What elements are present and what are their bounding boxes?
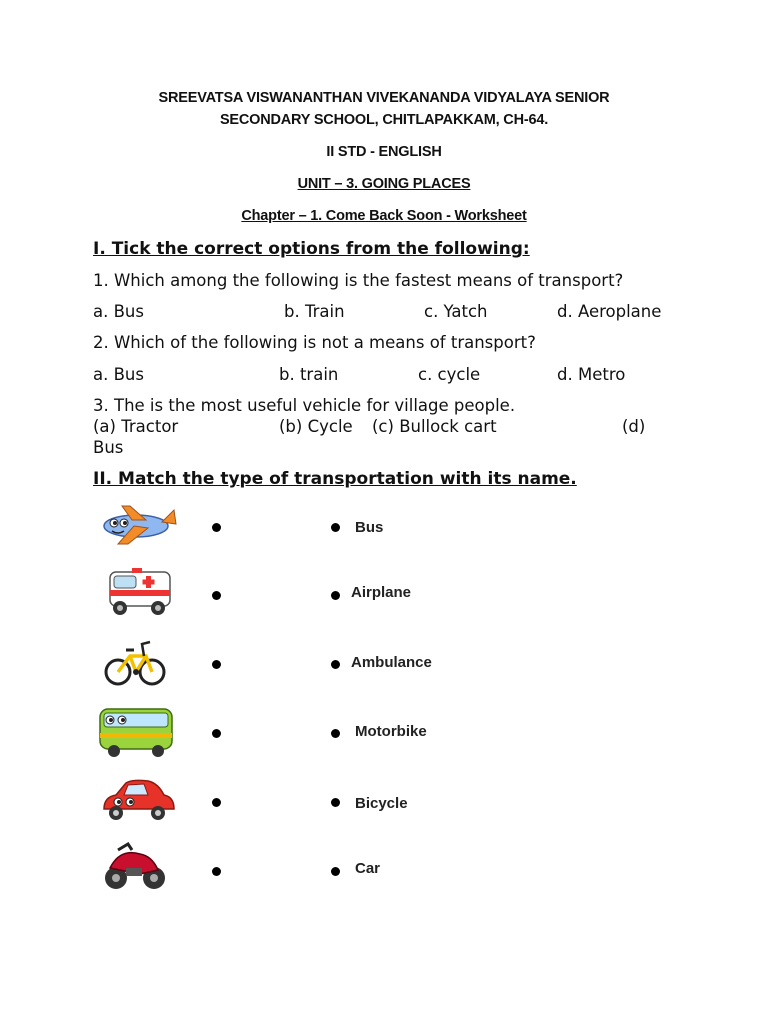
match-dot-left-6[interactable] <box>212 867 221 876</box>
match-label-4: Motorbike <box>355 723 427 740</box>
section1-title: I. Tick the correct options from the following: <box>93 239 530 259</box>
q2-option-a[interactable]: a. Bus <box>93 365 144 384</box>
motorbike-icon <box>96 840 178 892</box>
q2-option-b[interactable]: b. train <box>279 365 339 384</box>
match-dot-right-2[interactable] <box>331 591 340 600</box>
question-2: 2. Which of the following is not a means of transport? <box>93 333 536 352</box>
q1-option-b[interactable]: b. Train <box>284 302 345 321</box>
match-dot-left-2[interactable] <box>212 591 221 600</box>
car-icon <box>96 775 178 827</box>
bicycle-icon <box>96 636 178 688</box>
question-3: 3. The is the most useful vehicle for village people. <box>93 396 516 415</box>
question-1: 1. Which among the following is the fastest means of transport? <box>93 271 624 290</box>
match-label-6: Car <box>355 860 381 877</box>
match-label-2: Airplane <box>351 584 412 601</box>
q1-option-c[interactable]: c. Yatch <box>424 302 488 321</box>
match-label-5: Bicycle <box>355 795 408 812</box>
school-name-line1: SREEVATSA VISWANANTHAN VIVEKANANDA VIDYALAYA SENIOR <box>158 90 610 106</box>
q3-option-d[interactable]: (d) <box>622 417 646 436</box>
q2-option-d[interactable]: d. Metro <box>557 365 626 384</box>
airplane-icon <box>96 500 178 552</box>
match-dot-right-5[interactable] <box>331 798 340 807</box>
q1-option-a[interactable]: a. Bus <box>93 302 144 321</box>
match-dot-left-1[interactable] <box>212 523 221 532</box>
match-label-1: Bus <box>355 519 384 536</box>
match-dot-left-4[interactable] <box>212 729 221 738</box>
match-dot-right-6[interactable] <box>331 867 340 876</box>
class-subject: II STD - ENGLISH <box>326 144 442 160</box>
q3-option-a[interactable]: (a) Tractor <box>93 417 179 436</box>
q2-option-c[interactable]: c. cycle <box>418 365 481 384</box>
school-name-line2: SECONDARY SCHOOL, CHITLAPAKKAM, CH-64. <box>219 112 549 128</box>
q3-option-c[interactable]: (c) Bullock cart <box>372 417 497 436</box>
match-dot-right-3[interactable] <box>331 660 340 669</box>
q1-option-d[interactable]: d. Aeroplane <box>557 302 662 321</box>
chapter-title: Chapter – 1. Come Back Soon - Worksheet <box>241 208 527 224</box>
q3-option-b[interactable]: (b) Cycle <box>279 417 353 436</box>
q3-option-d-text[interactable]: Bus <box>93 438 124 457</box>
section2-title: II. Match the type of transportation with its name. <box>93 469 577 489</box>
match-dot-left-3[interactable] <box>212 660 221 669</box>
unit-title: UNIT – 3. GOING PLACES <box>297 176 471 192</box>
match-dot-right-4[interactable] <box>331 729 340 738</box>
match-label-3: Ambulance <box>351 654 432 671</box>
match-dot-right-1[interactable] <box>331 523 340 532</box>
ambulance-icon <box>96 566 178 618</box>
bus-icon <box>96 705 178 757</box>
match-dot-left-5[interactable] <box>212 798 221 807</box>
